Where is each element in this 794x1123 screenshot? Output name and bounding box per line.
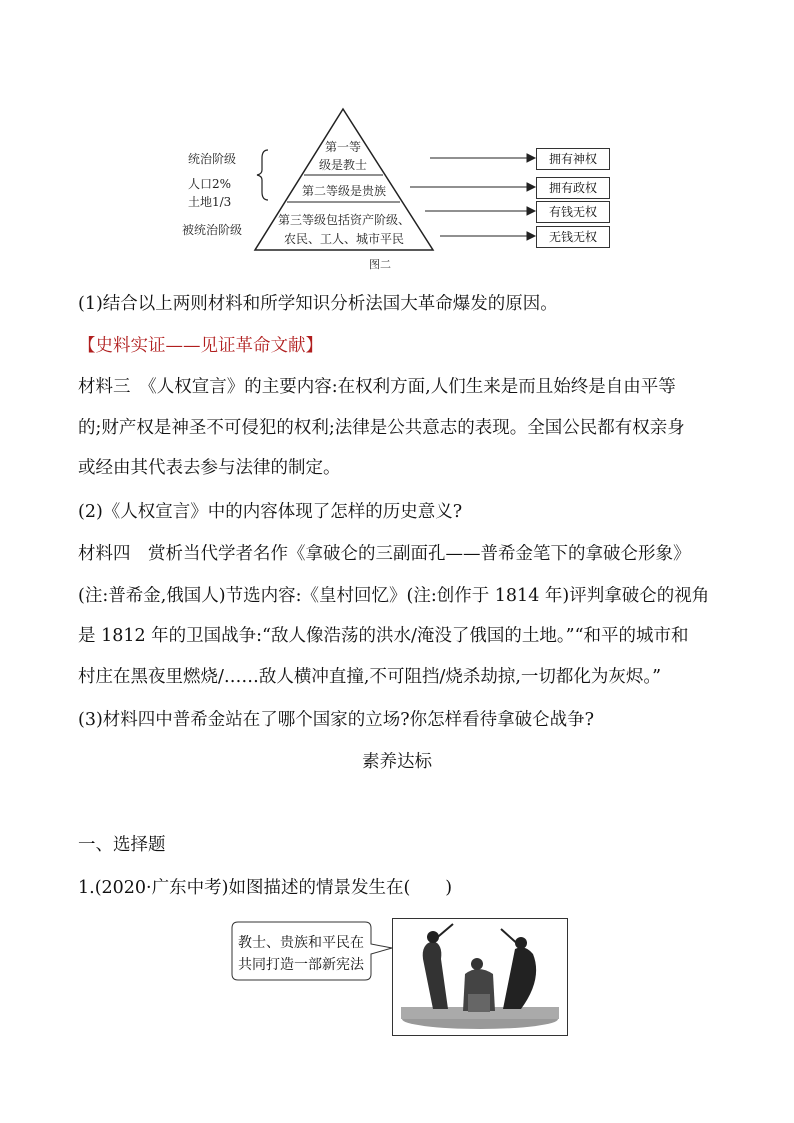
material3-line3: 或经由其代表去参与法律的制定。 bbox=[78, 458, 341, 478]
question-1-choice: 1.(2020·广东中考)如图描述的情景发生在( ) bbox=[78, 878, 453, 898]
tier-first-line1: 第一等 bbox=[324, 140, 361, 154]
material3-line2: 的;财产权是神圣不可侵犯的权利;法律是公共意志的表现。全国公民都有权亲身 bbox=[78, 418, 685, 438]
material3-line1: 材料三 《人权宣言》的主要内容:在权利方面,人们生来是而且始终是自由平等 bbox=[78, 377, 676, 397]
right-box-2: 拥有政权 bbox=[536, 177, 610, 199]
question-2: (2)《人权宣言》中的内容体现了怎样的历史意义? bbox=[78, 502, 463, 522]
blacksmiths-drawing bbox=[393, 919, 567, 1035]
forging-illustration bbox=[392, 918, 568, 1036]
material4-line2: (注:普希金,俄国人)节选内容:《皇村回忆》(注:创作于 1814 年)评判拿破仑的视角 bbox=[78, 586, 710, 606]
label-land: 土地1/3 bbox=[188, 195, 232, 209]
material4-line3: 是 1812 年的卫国战争:“敌人像浩荡的洪水/淹没了俄国的土地。”“和平的城市和 bbox=[78, 626, 689, 646]
callout-line2: 共同打造一部新宪法 bbox=[238, 957, 364, 973]
figure-caption: 图二 bbox=[369, 258, 391, 271]
tier-second: 第二等级是贵族 bbox=[301, 184, 386, 198]
question-image-group bbox=[0, 910, 794, 1040]
question-1: (1)结合以上两则材料和所学知识分析法国大革命爆发的原因。 bbox=[78, 294, 558, 314]
pyramid-outline bbox=[255, 109, 433, 250]
figure-pyramid bbox=[0, 0, 794, 280]
brace-icon bbox=[257, 150, 268, 200]
tier-third-line2: 农民、工人、城市平民 bbox=[283, 232, 404, 246]
tier-third-line1: 第三等级包括资产阶级、 bbox=[277, 213, 410, 227]
right-box-4: 无钱无权 bbox=[536, 226, 610, 248]
question-3: (3)材料四中普希金站在了哪个国家的立场?你怎样看待拿破仑战争? bbox=[78, 710, 595, 730]
part-one-heading: 一、选择题 bbox=[78, 835, 166, 855]
arrow-head-4 bbox=[527, 232, 535, 240]
arrow-head-3 bbox=[527, 207, 535, 215]
section-title: 素养达标 bbox=[362, 752, 432, 772]
arrow-head-2 bbox=[527, 183, 535, 191]
label-ruling-class: 统治阶级 bbox=[188, 152, 237, 166]
material4-line4: 村庄在黑夜里燃烧/……敌人横冲直撞,不可阻挡/烧杀劫掠,一切都化为灰烬。” bbox=[78, 667, 662, 687]
label-population: 人口2% bbox=[188, 177, 232, 191]
right-box-3: 有钱无权 bbox=[536, 201, 610, 223]
right-box-1: 拥有神权 bbox=[536, 148, 610, 170]
tier-first-line2: 级是教士 bbox=[318, 158, 367, 172]
section-heading: 【史料实证——见证革命文献】 bbox=[78, 336, 323, 356]
arrow-head-1 bbox=[527, 154, 535, 162]
callout-line1: 教士、贵族和平民在 bbox=[238, 935, 364, 951]
material4-line1: 材料四 赏析当代学者名作《拿破仑的三副面孔——普希金笔下的拿破仑形象》 bbox=[78, 544, 691, 564]
label-ruled-class: 被统治阶级 bbox=[182, 223, 243, 237]
